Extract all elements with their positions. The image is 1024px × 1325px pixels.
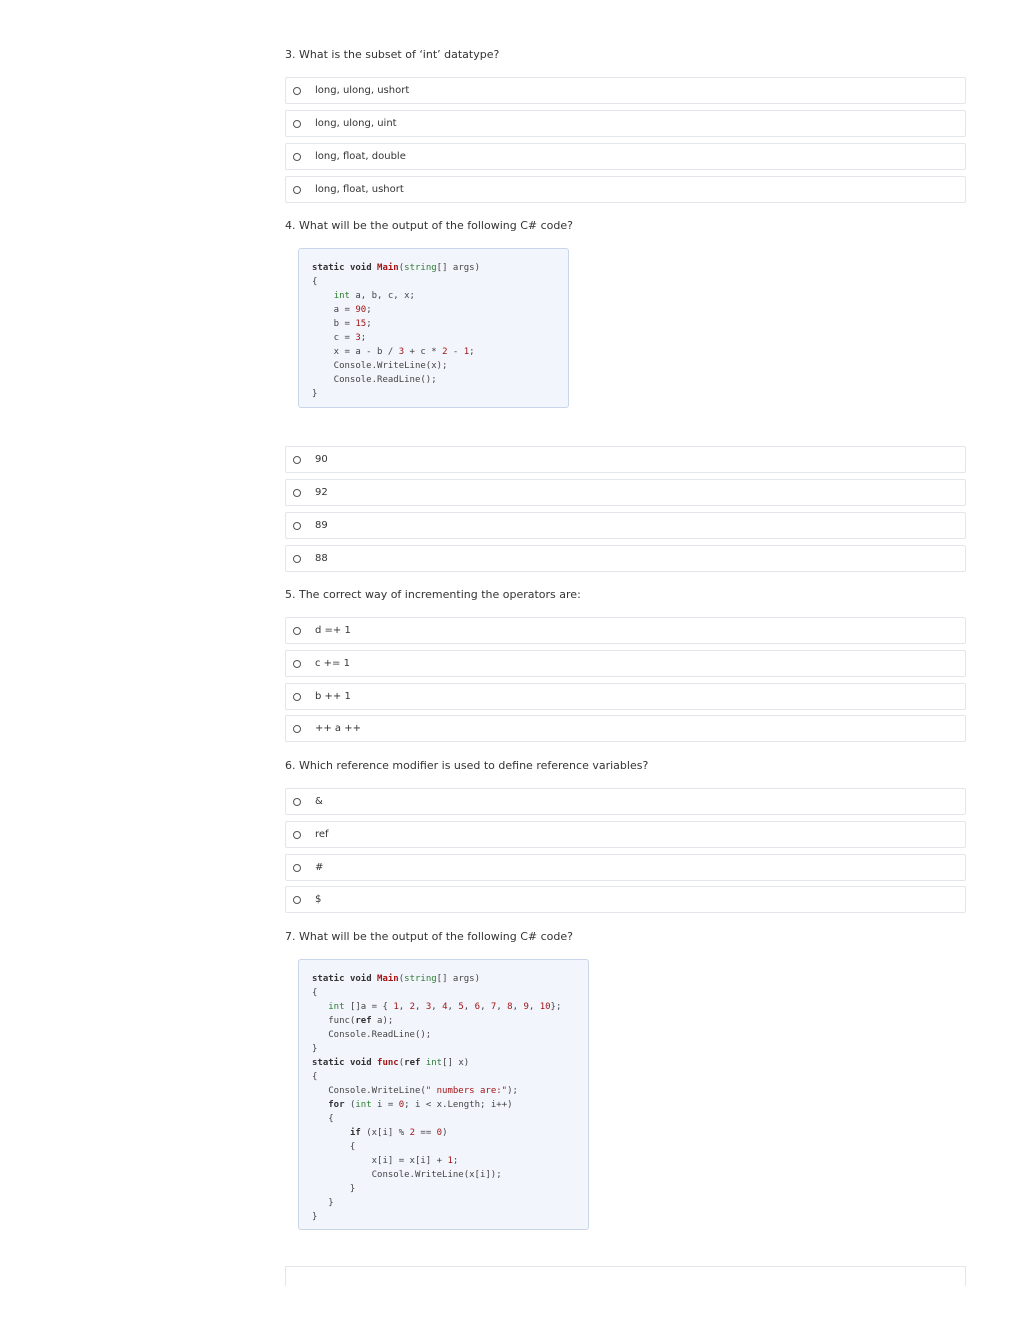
option-label: b ++ 1: [315, 691, 351, 702]
code-block: [298, 959, 589, 1230]
radio-button[interactable]: [293, 489, 301, 497]
option-label: long, ulong, uint: [315, 118, 397, 129]
answer-option-partial[interactable]: [285, 1266, 966, 1286]
radio-button[interactable]: [293, 522, 301, 530]
question-title: 5. The correct way of incrementing the operators are:: [285, 588, 581, 601]
option-label: 88: [315, 553, 328, 564]
radio-button[interactable]: [293, 120, 301, 128]
radio-button[interactable]: [293, 456, 301, 464]
answer-option[interactable]: [285, 886, 966, 913]
option-label: 92: [315, 487, 328, 498]
option-label: ++ a ++: [315, 723, 362, 734]
answer-option[interactable]: [285, 854, 966, 881]
radio-button[interactable]: [293, 186, 301, 194]
option-label: 90: [315, 454, 328, 465]
radio-button[interactable]: [293, 725, 301, 733]
answer-option[interactable]: [285, 512, 966, 539]
answer-option[interactable]: [285, 143, 966, 170]
code-block: [298, 248, 569, 408]
answer-option[interactable]: [285, 446, 966, 473]
answer-option[interactable]: [285, 650, 966, 677]
code-text: static void Main(string[] args) { int []a = { 1, 2, 3, 4, 5, 6, 7, 8, 9, 10}; func(ref a); Console.ReadLine(); } static void func(ref int[] x) { Console.WriteLine(" numbers are:"); for (int i = 0; i < x.Length; i++) { if (x[i] % 2 == 0) { x[i] = x[i] + 1; Console.WriteLine(x[i]); } } }: [312, 974, 562, 1222]
radio-button[interactable]: [293, 798, 301, 806]
option-label: ref: [315, 829, 329, 840]
answer-option[interactable]: [285, 545, 966, 572]
radio-button[interactable]: [293, 831, 301, 839]
option-label: 89: [315, 520, 328, 531]
radio-button[interactable]: [293, 627, 301, 635]
option-label: $: [315, 894, 322, 905]
radio-button[interactable]: [293, 896, 301, 904]
question-title: 3. What is the subset of ‘int’ datatype?: [285, 48, 500, 61]
option-label: long, float, ushort: [315, 184, 404, 195]
answer-option[interactable]: [285, 788, 966, 815]
radio-button[interactable]: [293, 555, 301, 563]
answer-option[interactable]: [285, 77, 966, 104]
radio-button[interactable]: [293, 87, 301, 95]
answer-option[interactable]: [285, 479, 966, 506]
answer-option[interactable]: [285, 617, 966, 644]
option-label: #: [315, 862, 324, 873]
question-title: 7. What will be the output of the following C# code?: [285, 930, 573, 943]
option-label: c += 1: [315, 658, 350, 669]
radio-button[interactable]: [293, 153, 301, 161]
question-title: 4. What will be the output of the following C# code?: [285, 219, 573, 232]
option-label: long, ulong, ushort: [315, 85, 410, 96]
option-label: &: [315, 796, 323, 807]
code-text: static void Main(string[] args) { int a, b, c, x; a = 90; b = 15; c = 3; x = a - b / 3 + c * 2 - 1; Console.WriteLine(x); Console.ReadLine(); }: [312, 263, 481, 399]
radio-button[interactable]: [293, 660, 301, 668]
answer-option[interactable]: [285, 110, 966, 137]
answer-option[interactable]: [285, 821, 966, 848]
answer-option[interactable]: [285, 683, 966, 710]
answer-option[interactable]: [285, 715, 966, 742]
option-label: d =+ 1: [315, 625, 351, 636]
answer-option[interactable]: [285, 176, 966, 203]
radio-button[interactable]: [293, 693, 301, 701]
option-label: long, float, double: [315, 151, 406, 162]
question-title: 6. Which reference modifier is used to define reference variables?: [285, 759, 649, 772]
radio-button[interactable]: [293, 864, 301, 872]
